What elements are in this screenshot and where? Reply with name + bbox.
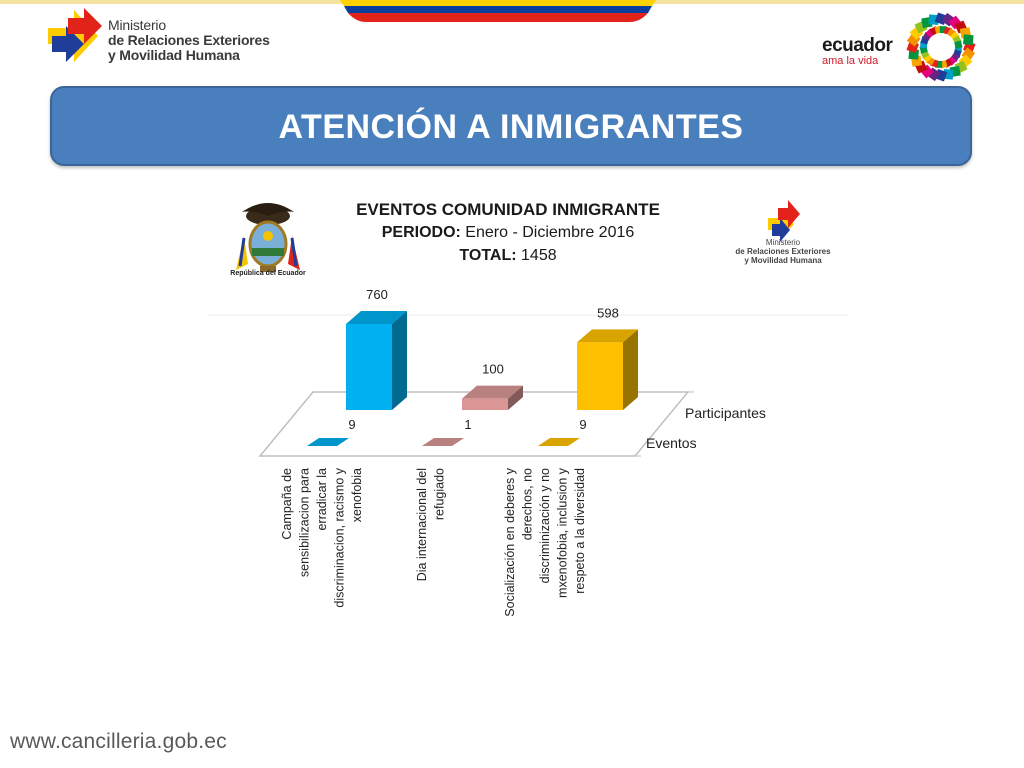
ministry-name	[108, 18, 270, 63]
bar-participantes	[577, 329, 638, 410]
bar-participantes	[346, 311, 407, 410]
category-label-line: Socialización en deberes y	[503, 468, 517, 617]
category-label-line: sensibilizacion para	[297, 468, 312, 578]
bar-eventos	[307, 438, 349, 446]
category-label	[503, 467, 587, 616]
category-label-line: derechos, no	[520, 468, 535, 541]
bar-participantes	[462, 386, 523, 410]
ecuador-brand	[822, 36, 892, 67]
data-label: 760	[366, 287, 388, 302]
page-title: ATENCIÓN A INMIGRANTES	[278, 108, 744, 146]
brand-tagline: ama la vida	[822, 55, 879, 67]
category-label-line: Dia internacional del	[415, 468, 429, 582]
category-label	[415, 468, 447, 581]
brand-name: ecuador	[822, 35, 893, 56]
ministry-line-1: Ministerio	[108, 17, 166, 33]
chart-title: EVENTOS COMUNIDAD INMIGRANTE	[356, 200, 660, 219]
category-label-line: refugiado	[432, 468, 447, 521]
bar-eventos	[422, 438, 464, 446]
bar-front	[462, 399, 508, 410]
category-label-line: xenofobia	[350, 468, 364, 523]
data-label: 9	[348, 417, 356, 432]
mini-line-1: Ministerio	[765, 238, 801, 247]
category-label-line: Campaña de	[280, 468, 294, 540]
data-label: 100	[482, 361, 504, 377]
ministry-line-3: y Movilidad Humana	[108, 47, 240, 63]
bar-side	[623, 329, 638, 410]
bar-front	[346, 324, 392, 410]
total-label: TOTAL:	[459, 247, 517, 264]
mini-line-2: de Relaciones Exteriores	[735, 247, 831, 256]
category-label-line: mxenofobia, inclusion y	[555, 468, 570, 598]
footer-url: www.cancilleria.gob.ec	[10, 730, 227, 753]
bar-front	[577, 342, 623, 410]
category-label-line: discriminización y no	[538, 468, 552, 584]
series-label-participantes: Participantes	[685, 405, 766, 421]
title-banner	[50, 86, 972, 166]
period-value: Enero - Diciembre 2016	[465, 224, 635, 241]
total-value: 1458	[521, 247, 557, 264]
data-label: 598	[597, 305, 619, 321]
wheel-tile	[963, 34, 974, 45]
data-label: 9	[579, 417, 587, 432]
ministry-line-2: de Relaciones Exteriores	[108, 32, 270, 48]
bar-eventos	[538, 438, 580, 446]
period-label: PERIODO:	[381, 224, 461, 241]
ecuador-flag-stripe	[340, 0, 656, 22]
bar-side	[392, 311, 407, 410]
category-label-line: respeto a la diversidad	[573, 468, 587, 594]
category-label	[280, 467, 364, 607]
series-label-eventos: Eventos	[646, 435, 697, 451]
chart-panel	[208, 184, 848, 654]
bar-chart-3d	[208, 184, 848, 654]
data-label: 1	[464, 417, 472, 432]
seal-label: República del Ecuador	[230, 270, 306, 277]
mini-line-3: y Movilidad Humana	[744, 256, 822, 265]
category-label-line: erradicar la	[315, 468, 329, 531]
category-label-line: discriminacion, racismo y	[332, 468, 347, 608]
ecuador-color-wheel-icon	[902, 8, 980, 86]
